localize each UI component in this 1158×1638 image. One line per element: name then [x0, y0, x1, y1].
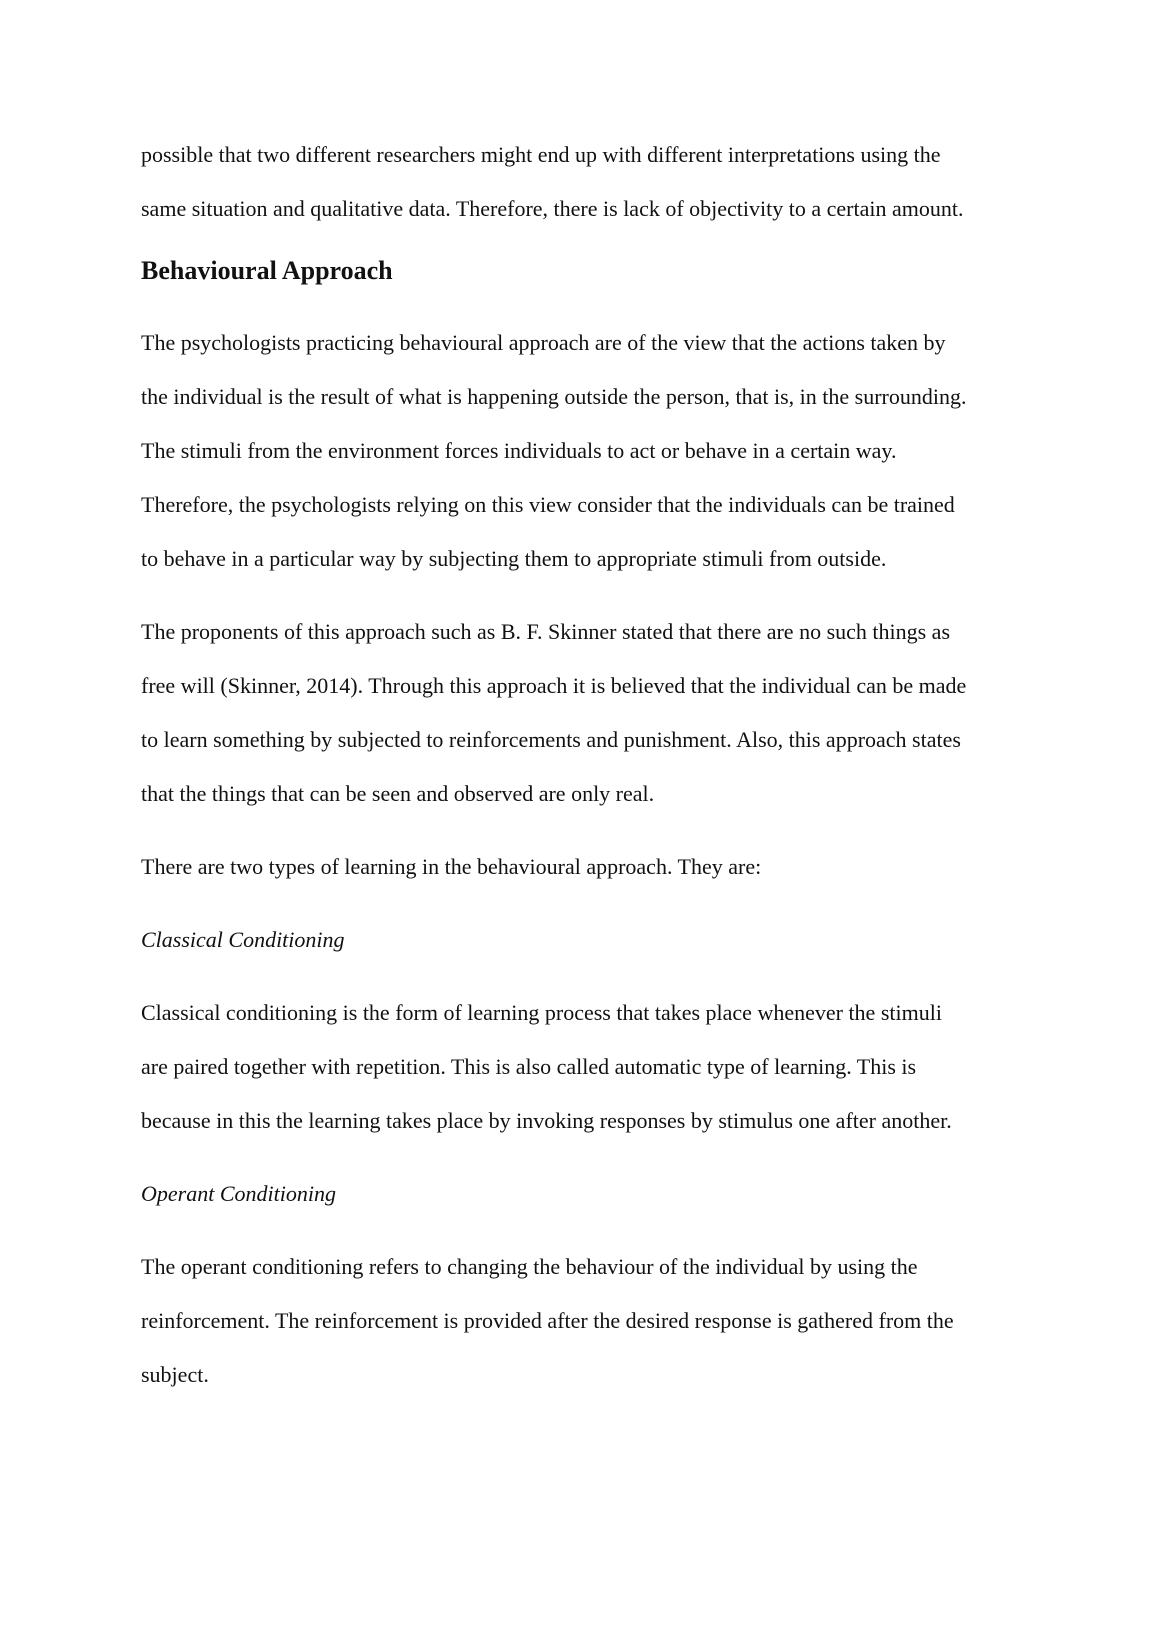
text-line: because in this the learning takes place by invoking responses by stimulus one after another.	[141, 1108, 952, 1133]
text-line: The operant conditioning refers to changing the behaviour of the individual by using the	[141, 1254, 918, 1279]
paragraph-4	[141, 986, 1041, 1148]
intro-paragraph	[141, 128, 1041, 236]
text-line: Classical conditioning is the form of learning process that takes place whenever the stimuli	[141, 1000, 942, 1025]
text-line: The proponents of this approach such as B. F. Skinner stated that there are no such things as	[141, 619, 951, 644]
text-line: that the things that can be seen and observed are only real.	[141, 781, 655, 806]
paragraph-3	[141, 840, 1041, 894]
text-line: reinforcement. The reinforcement is provided after the desired response is gathered from the	[141, 1308, 954, 1333]
paragraph-5	[141, 1240, 1041, 1402]
text-line: to behave in a particular way by subjecting them to appropriate stimuli from outside.	[141, 546, 887, 571]
section-heading: Behavioural Approach	[141, 256, 393, 285]
subheading-operant-conditioning: Operant Conditioning	[141, 1181, 336, 1206]
text-line: Therefore, the psychologists relying on this view consider that the individuals can be trained	[141, 492, 955, 517]
text-line: to learn something by subjected to reinforcements and punishment. Also, this approach states	[141, 727, 961, 752]
text-line: free will (Skinner, 2014). Through this approach it is believed that the individual can be made	[141, 673, 967, 698]
text-line: same situation and qualitative data. Therefore, there is lack of objectivity to a certain amount.	[141, 196, 964, 221]
subheading-classical-conditioning: Classical Conditioning	[141, 927, 345, 952]
paragraph-2	[141, 605, 1041, 821]
text-line: the individual is the result of what is happening outside the person, that is, in the surrounding.	[141, 384, 967, 409]
text-line: The psychologists practicing behavioural approach are of the view that the actions taken by	[141, 330, 946, 355]
text-line: subject.	[141, 1362, 209, 1387]
page-content	[141, 128, 1041, 1421]
paragraph-1	[141, 316, 1041, 586]
text-line: are paired together with repetition. This is also called automatic type of learning. This is	[141, 1054, 917, 1079]
text-line: There are two types of learning in the behavioural approach. They are:	[141, 854, 762, 879]
text-line: The stimuli from the environment forces individuals to act or behave in a certain way.	[141, 438, 897, 463]
text-line: possible that two different researchers might end up with different interpretations using the	[141, 142, 941, 167]
